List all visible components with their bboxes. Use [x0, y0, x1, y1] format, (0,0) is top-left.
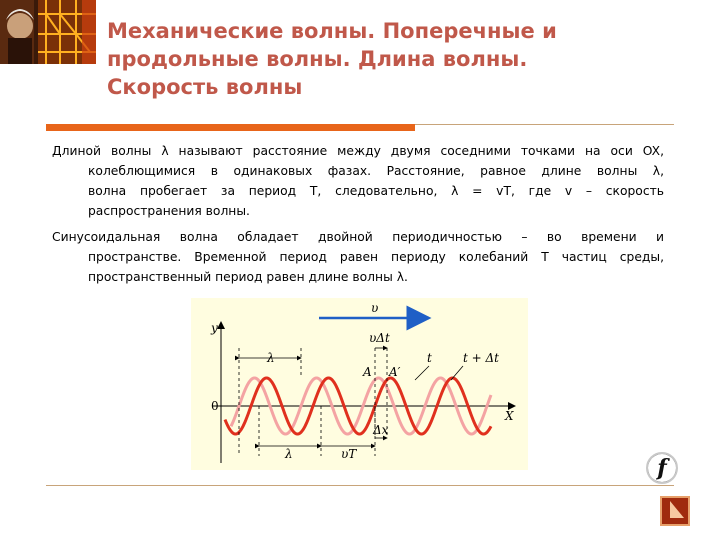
next-slide-icon	[662, 498, 688, 524]
lambda-top-label: λ	[267, 351, 275, 365]
dx-label: Δx	[373, 423, 389, 437]
paragraph-line: пространственный период равен длине волны λ.	[88, 270, 408, 284]
footer-divider	[46, 485, 674, 486]
wave-diagram	[191, 298, 528, 470]
paragraph-line: пространстве. Временной период равен периоду колебаний T частиц среды,	[88, 250, 664, 264]
flash-f-icon: f	[648, 454, 676, 482]
title-divider-accent	[46, 124, 415, 131]
paragraph-line: распространения волны.	[88, 204, 250, 218]
callout-t-dt	[451, 366, 463, 380]
origin-label: 0	[211, 399, 219, 413]
paragraph-line: волна пробегает за период T, следовательно, λ = vT, где v – скорость	[88, 184, 664, 198]
title-line: продольные волны. Длина волны.	[107, 47, 528, 71]
flash-button[interactable]	[646, 452, 678, 484]
paragraph-periodicity	[52, 227, 664, 287]
point-a-prime-label: A′	[389, 365, 401, 379]
y-axis-label: y	[211, 321, 218, 335]
t-dt-label: t + Δt	[463, 351, 499, 365]
v-dt-label: υΔt	[369, 331, 390, 345]
page-title	[107, 17, 707, 101]
callout-t	[415, 366, 429, 380]
paragraph-line: колеблющимися в одинаковых фазах. Расстояние, равное длине волны λ,	[88, 164, 664, 178]
t-label: t	[427, 351, 432, 365]
next-slide-button[interactable]	[660, 496, 690, 526]
paragraph-line: Длиной волны λ называют расстояние между двумя соседними точками на оси OX,	[52, 144, 664, 158]
title-line: Скорость волны	[107, 75, 303, 99]
paragraph-line: Синусоидальная волна обладает двойной периодичностью – во времени и	[52, 230, 664, 244]
header-logo-image	[0, 0, 96, 64]
vt-label: υT	[341, 447, 357, 461]
title-line: Механические волны. Поперечные и	[107, 19, 557, 43]
paragraph-wavelength	[52, 141, 664, 221]
point-a-label: A	[363, 365, 372, 379]
velocity-label: υ	[371, 301, 379, 315]
lambda-bottom-label: λ	[285, 447, 293, 461]
x-axis-label: X	[505, 409, 514, 423]
